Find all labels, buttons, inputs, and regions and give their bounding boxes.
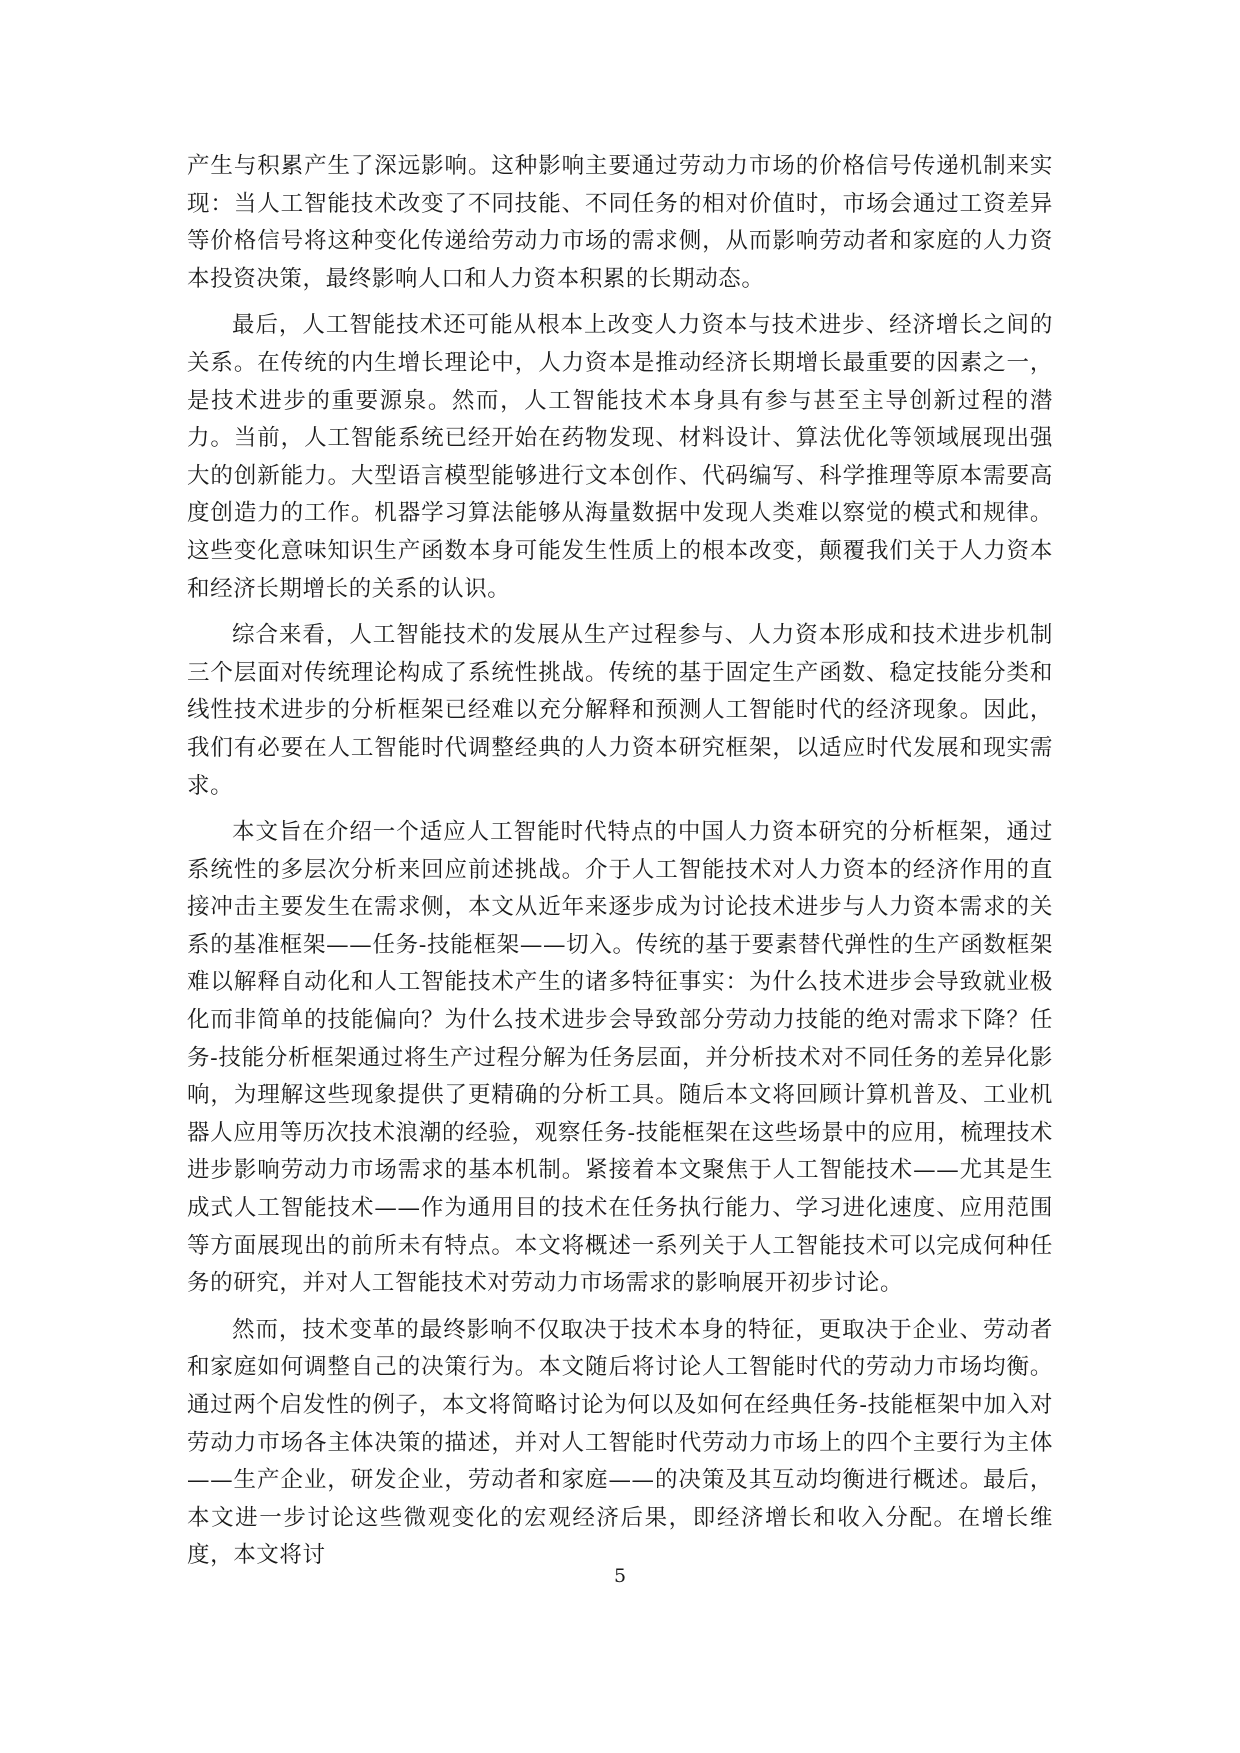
paragraph: 然而，技术变革的最终影响不仅取决于技术本身的特征，更取决于企业、劳动者和家庭如何调整自己的决策行为。本文随后将讨论人工智能时代的劳动力市场均衡。通过两个启发性的例子，本文将简略讨论为何以及如何在经典任务-技能框架中加入对劳动力市场各主体决策的描述，并对人工智能时代劳动力市场上的四个主要行为主体——生产企业，研发企业，劳动者和家庭——的决策及其互动均衡进行概述。最后，本文进一步讨论这些微观变化的宏观经济后果，即经济增长和收入分配。在增长维度，本文将讨 — [187, 1316, 1053, 1569]
paragraph-continued: 产生与积累产生了深远影响。这种影响主要通过劳动力市场的价格信号传递机制来实现：当人工智能技术改变了不同技能、不同任务的相对价值时，市场会通过工资差异等价格信号将这种变化传递给劳动力市场的需求侧，从而影响劳动者和家庭的人力资本投资决策，最终影响人口和人力资本积累的长期动态。 — [187, 153, 1053, 292]
paragraph: 综合来看，人工智能技术的发展从生产过程参与、人力资本形成和技术进步机制三个层面对传统理论构成了系统性挑战。传统的基于固定生产函数、稳定技能分类和线性技术进步的分析框架已经难以充分解释和预测人工智能时代的经济现象。因此，我们有必要在人工智能时代调整经典的人力资本研究框架，以适应时代发展和现实需求。 — [187, 622, 1053, 799]
paragraph: 最后，人工智能技术还可能从根本上改变人力资本与技术进步、经济增长之间的关系。在传统的内生增长理论中，人力资本是推动经济长期增长最重要的因素之一，是技术进步的重要源泉。然而，人工智能技术本身具有参与甚至主导创新过程的潜力。当前，人工智能系统已经开始在药物发现、材料设计、算法优化等领域展现出强大的创新能力。大型语言模型能够进行文本创作、代码编写、科学推理等原本需要高度创造力的工作。机器学习算法能够从海量数据中发现人类难以察觉的模式和规律。这些变化意味知识生产函数本身可能发生性质上的根本改变，颠覆我们关于人力资本和经济长期增长的关系的认识。 — [187, 312, 1053, 602]
page-number: 5 — [613, 1565, 627, 1587]
paragraph: 本文旨在介绍一个适应人工智能时代特点的中国人力资本研究的分析框架，通过系统性的多层次分析来回应前述挑战。介于人工智能技术对人力资本的经济作用的直接冲击主要发生在需求侧，本文从近年来逐步成为讨论技术进步与人力资本需求的关系的基准框架——任务-技能框架——切入。传统的基于要素替代弹性的生产函数框架难以解释自动化和人工智能技术产生的诸多特征事实：为什么技术进步会导致就业极化而非简单的技能偏向？为什么技术进步会导致部分劳动力技能的绝对需求下降？任务-技能分析框架通过将生产过程分解为任务层面，并分析技术对不同任务的差异化影响，为理解这些现象提供了更精确的分析工具。随后本文将回顾计算机普及、工业机器人应用等历次技术浪潮的经验，观察任务-技能框架在这些场景中的应用，梳理技术进步影响劳动力市场需求的基本机制。紧接着本文聚焦于人工智能技术——尤其是生成式人工智能技术——作为通用目的技术在任务执行能力、学习进化速度、应用范围等方面展现出的前所未有特点。本文将概述一系列关于人工智能技术可以完成何种任务的研究，并对人工智能技术对劳动力市场需求的影响展开初步讨论。 — [187, 819, 1053, 1297]
body-text — [187, 148, 1053, 1584]
